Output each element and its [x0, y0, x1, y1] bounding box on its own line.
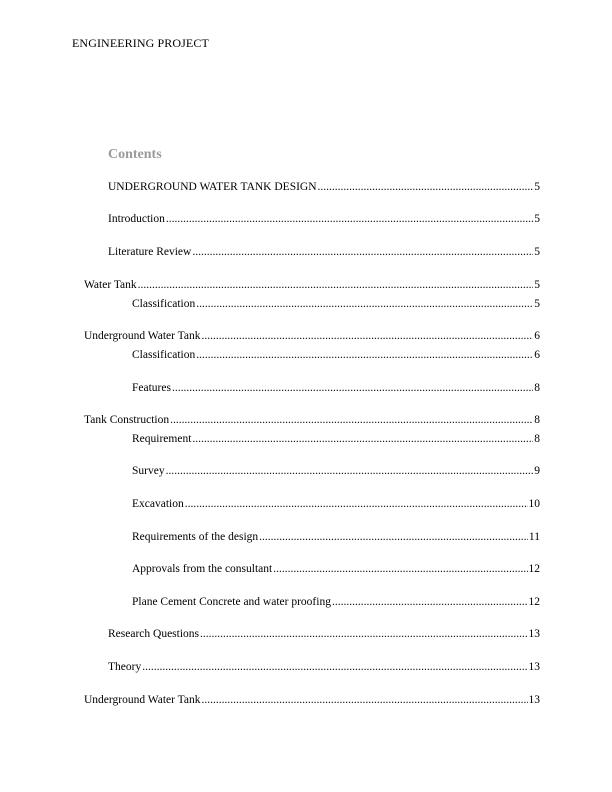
- toc-leader: [201, 329, 533, 343]
- toc-entry[interactable]: [132, 497, 540, 511]
- toc-entry[interactable]: [108, 245, 540, 259]
- toc-entry[interactable]: [84, 278, 540, 292]
- toc-leader: [318, 180, 534, 194]
- toc-entry[interactable]: [108, 180, 540, 194]
- toc-entry-page: 8: [534, 382, 540, 394]
- toc-leader: [201, 693, 527, 707]
- toc-entry-label: UNDERGROUND WATER TANK DESIGN: [108, 181, 317, 193]
- toc-entry-page: 5: [534, 298, 540, 310]
- toc-entry-label: Literature Review: [108, 246, 192, 258]
- toc-entry-label: Requirements of the design: [132, 531, 259, 543]
- toc-entry-page: 5: [534, 279, 540, 291]
- toc-entry-page: 5: [534, 213, 540, 225]
- toc-entry[interactable]: [132, 432, 540, 446]
- toc-entry-page: 12: [528, 596, 540, 608]
- toc-entry-label: Requirement: [132, 433, 192, 445]
- toc-entry-page: 12: [528, 563, 540, 575]
- toc-entry-label: Approvals from the consultant: [132, 563, 273, 575]
- toc-entry-page: 6: [534, 330, 540, 342]
- toc-leader: [200, 627, 527, 641]
- toc-entry-label: Plane Cement Concrete and water proofing: [132, 596, 331, 608]
- toc-entry-page: 13: [528, 694, 540, 706]
- toc-entry[interactable]: [132, 530, 540, 544]
- toc-entry-label: Tank Construction: [84, 414, 170, 426]
- toc-entry-label: Classification: [132, 298, 196, 310]
- toc-leader: [192, 245, 533, 259]
- toc-entry-page: 13: [528, 628, 540, 640]
- toc-title: Contents: [108, 147, 162, 162]
- toc-entry[interactable]: [132, 562, 540, 576]
- toc-entry-label: Features: [132, 382, 171, 394]
- toc-leader: [138, 278, 534, 292]
- toc-entry-page: 11: [528, 531, 540, 543]
- toc-leader: [273, 562, 527, 576]
- toc-entry[interactable]: [132, 464, 540, 478]
- toc-entry-label: Theory: [108, 661, 142, 673]
- toc-leader: [196, 348, 533, 362]
- toc-leader: [196, 297, 533, 311]
- toc-entry-page: 5: [534, 181, 540, 193]
- toc-entry-page: 10: [528, 498, 540, 510]
- toc-entry-page: 6: [534, 349, 540, 361]
- toc-entry[interactable]: [84, 693, 540, 707]
- toc-entry-label: Underground Water Tank: [84, 694, 201, 706]
- toc-entry[interactable]: [132, 297, 540, 311]
- toc-entry-label: Underground Water Tank: [84, 330, 201, 342]
- toc-leader: [166, 464, 534, 478]
- toc-leader: [142, 660, 527, 674]
- toc-entry-page: 13: [528, 661, 540, 673]
- toc-entry-label: Introduction: [108, 213, 165, 225]
- toc-entry-page: 9: [534, 465, 540, 477]
- page-header: ENGINEERING PROJECT: [72, 36, 209, 50]
- toc-leader: [172, 381, 533, 395]
- toc-entry-page: 8: [534, 433, 540, 445]
- toc-leader: [332, 595, 528, 609]
- toc-leader: [185, 497, 528, 511]
- toc-leader: [170, 413, 533, 427]
- toc-entry[interactable]: [108, 212, 540, 226]
- toc-leader: [259, 530, 528, 544]
- toc-entry[interactable]: [84, 329, 540, 343]
- toc-entry-page: 8: [534, 414, 540, 426]
- toc-entry-label: Research Questions: [108, 628, 200, 640]
- toc-entry[interactable]: [108, 627, 540, 641]
- toc-entry[interactable]: [84, 413, 540, 427]
- toc-entry-label: Classification: [132, 349, 196, 361]
- toc-leader: [192, 432, 533, 446]
- toc-entry-label: Survey: [132, 465, 165, 477]
- toc-entry-page: 5: [534, 246, 540, 258]
- toc-entry-label: Excavation: [132, 498, 184, 510]
- toc-entry[interactable]: [108, 660, 540, 674]
- toc-entry[interactable]: [132, 595, 540, 609]
- toc-entry-label: Water Tank: [84, 279, 137, 291]
- toc-entry[interactable]: [132, 348, 540, 362]
- toc-entry[interactable]: [132, 381, 540, 395]
- toc-leader: [166, 212, 533, 226]
